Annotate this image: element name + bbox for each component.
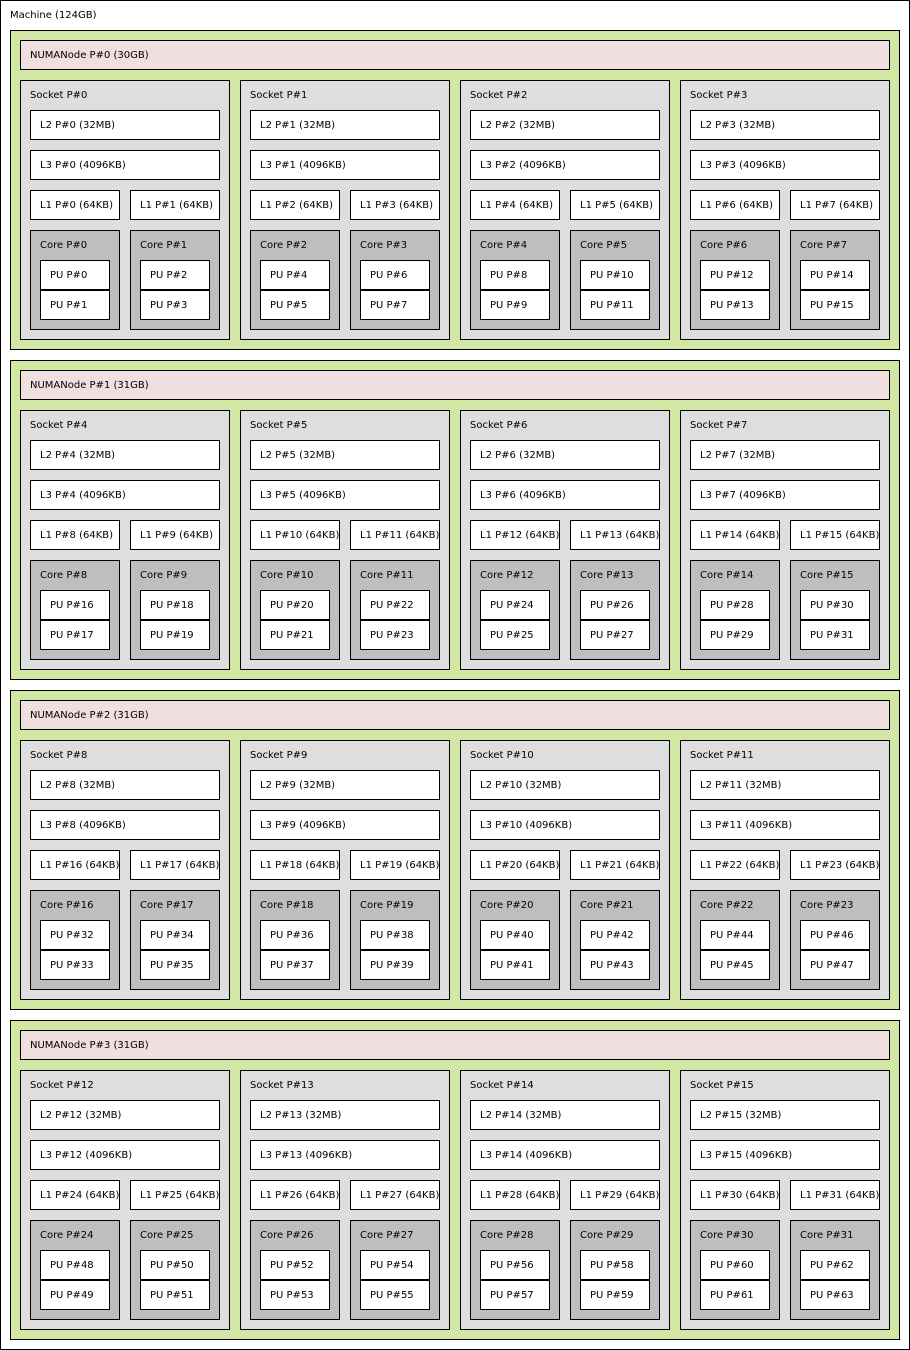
l3-cache-label: L3 P#14 (4096KB) [480,1150,573,1161]
l1-cache-label: L1 P#19 (64KB) [360,860,440,871]
core-label: Core P#9 [140,570,188,581]
socket-label: Socket P#5 [250,420,308,431]
core-label: Core P#19 [360,900,414,911]
pu-label: PU P#9 [490,300,528,311]
l3-cache-label: L3 P#9 (4096KB) [260,820,346,831]
pu-label: PU P#5 [270,300,308,311]
socket-label: Socket P#15 [690,1080,754,1091]
l1-cache-label: L1 P#2 (64KB) [260,200,334,211]
numa-node-header [20,370,890,400]
l1-cache-label: L1 P#6 (64KB) [700,200,774,211]
pu-label: PU P#50 [150,1260,194,1271]
l1-cache-label: L1 P#30 (64KB) [700,1190,780,1201]
pu-label: PU P#60 [710,1260,754,1271]
core-label: Core P#5 [580,240,628,251]
pu-label: PU P#52 [270,1260,314,1271]
pu-label: PU P#36 [270,930,314,941]
core-label: Core P#4 [480,240,528,251]
pu-label: PU P#58 [590,1260,634,1271]
socket-label: Socket P#9 [250,750,308,761]
pu-label: PU P#44 [710,930,754,941]
l1-cache-label: L1 P#15 (64KB) [800,530,880,541]
l1-cache-label: L1 P#26 (64KB) [260,1190,340,1201]
core-label: Core P#17 [140,900,194,911]
pu-label: PU P#29 [710,630,754,641]
pu-label: PU P#6 [370,270,408,281]
pu-label: PU P#33 [50,960,94,971]
socket-label: Socket P#1 [250,90,308,101]
l1-cache-label: L1 P#0 (64KB) [40,200,114,211]
socket-label: Socket P#11 [690,750,754,761]
pu-label: PU P#49 [50,1290,94,1301]
l2-cache-label: L2 P#4 (32MB) [40,450,116,461]
pu-label: PU P#2 [150,270,188,281]
numa-node-header [20,700,890,730]
core-label: Core P#13 [580,570,634,581]
socket-label: Socket P#0 [30,90,88,101]
core-label: Core P#8 [40,570,88,581]
pu-label: PU P#37 [270,960,314,971]
l2-cache-label: L2 P#12 (32MB) [40,1110,122,1121]
socket-label: Socket P#14 [470,1080,534,1091]
core-label: Core P#18 [260,900,314,911]
pu-label: PU P#53 [270,1290,314,1301]
core-label: Core P#28 [480,1230,534,1241]
pu-label: PU P#13 [710,300,754,311]
pu-label: PU P#20 [270,600,314,611]
machine-box-label: Machine (124GB) [10,10,97,21]
socket-label: Socket P#13 [250,1080,314,1091]
l1-cache-label: L1 P#22 (64KB) [700,860,780,871]
l3-cache-label: L3 P#3 (4096KB) [700,160,786,171]
pu-label: PU P#18 [150,600,194,611]
pu-label: PU P#23 [370,630,414,641]
pu-label: PU P#46 [810,930,854,941]
l3-cache-label: L3 P#12 (4096KB) [40,1150,133,1161]
numa-node-header-label: NUMANode P#2 (31GB) [30,710,149,721]
numa-node-header-label: NUMANode P#1 (31GB) [30,380,149,391]
pu-label: PU P#57 [490,1290,534,1301]
pu-label: PU P#35 [150,960,194,971]
l3-cache-label: L3 P#15 (4096KB) [700,1150,793,1161]
pu-label: PU P#54 [370,1260,414,1271]
core-label: Core P#2 [260,240,308,251]
l1-cache-label: L1 P#29 (64KB) [580,1190,660,1201]
l3-cache-label: L3 P#10 (4096KB) [480,820,573,831]
l2-cache-label: L2 P#2 (32MB) [480,120,556,131]
pu-label: PU P#1 [50,300,88,311]
pu-label: PU P#56 [490,1260,534,1271]
core-label: Core P#30 [700,1230,754,1241]
pu-label: PU P#22 [370,600,414,611]
l1-cache-label: L1 P#31 (64KB) [800,1190,880,1201]
pu-label: PU P#12 [710,270,754,281]
pu-label: PU P#59 [590,1290,634,1301]
socket-label: Socket P#3 [690,90,748,101]
pu-label: PU P#30 [810,600,854,611]
l1-cache-label: L1 P#27 (64KB) [360,1190,440,1201]
core-label: Core P#31 [800,1230,854,1241]
l1-cache-label: L1 P#5 (64KB) [580,200,654,211]
pu-label: PU P#39 [370,960,414,971]
l3-cache-label: L3 P#5 (4096KB) [260,490,346,501]
core-label: Core P#6 [700,240,748,251]
socket-label: Socket P#8 [30,750,88,761]
core-label: Core P#3 [360,240,408,251]
pu-label: PU P#51 [150,1290,194,1301]
l2-cache-label: L2 P#5 (32MB) [260,450,336,461]
socket-label: Socket P#12 [30,1080,94,1091]
l2-cache-label: L2 P#3 (32MB) [700,120,776,131]
l2-cache-label: L2 P#6 (32MB) [480,450,556,461]
pu-label: PU P#61 [710,1290,754,1301]
socket-label: Socket P#7 [690,420,748,431]
pu-label: PU P#3 [150,300,188,311]
core-label: Core P#16 [40,900,94,911]
core-label: Core P#0 [40,240,88,251]
pu-label: PU P#4 [270,270,308,281]
l3-cache-label: L3 P#7 (4096KB) [700,490,786,501]
l1-cache-label: L1 P#3 (64KB) [360,200,434,211]
pu-label: PU P#43 [590,960,634,971]
pu-label: PU P#11 [590,300,634,311]
l3-cache-label: L3 P#1 (4096KB) [260,160,346,171]
l1-cache-label: L1 P#9 (64KB) [140,530,214,541]
pu-label: PU P#38 [370,930,414,941]
l2-cache-label: L2 P#14 (32MB) [480,1110,562,1121]
l2-cache-label: L2 P#8 (32MB) [40,780,116,791]
l2-cache-label: L2 P#13 (32MB) [260,1110,342,1121]
l1-cache-label: L1 P#20 (64KB) [480,860,560,871]
pu-label: PU P#0 [50,270,88,281]
l2-cache-label: L2 P#0 (32MB) [40,120,116,131]
pu-label: PU P#62 [810,1260,854,1271]
pu-label: PU P#17 [50,630,94,641]
l1-cache-label: L1 P#17 (64KB) [140,860,220,871]
socket-label: Socket P#6 [470,420,528,431]
l3-cache-label: L3 P#13 (4096KB) [260,1150,353,1161]
pu-label: PU P#24 [490,600,534,611]
pu-label: PU P#25 [490,630,534,641]
l2-cache-label: L2 P#1 (32MB) [260,120,336,131]
core-label: Core P#12 [480,570,534,581]
l1-cache-label: L1 P#4 (64KB) [480,200,554,211]
l3-cache-label: L3 P#6 (4096KB) [480,490,566,501]
core-label: Core P#24 [40,1230,94,1241]
pu-label: PU P#48 [50,1260,94,1271]
l1-cache-label: L1 P#14 (64KB) [700,530,780,541]
l2-cache-label: L2 P#7 (32MB) [700,450,776,461]
pu-label: PU P#7 [370,300,408,311]
pu-label: PU P#16 [50,600,94,611]
socket-label: Socket P#4 [30,420,88,431]
pu-label: PU P#31 [810,630,854,641]
pu-label: PU P#15 [810,300,854,311]
l3-cache-label: L3 P#4 (4096KB) [40,490,126,501]
l2-cache-label: L2 P#11 (32MB) [700,780,782,791]
l1-cache-label: L1 P#18 (64KB) [260,860,340,871]
l3-cache-label: L3 P#11 (4096KB) [700,820,793,831]
numa-node-header [20,40,890,70]
l1-cache-label: L1 P#7 (64KB) [800,200,874,211]
core-label: Core P#22 [700,900,754,911]
pu-label: PU P#41 [490,960,534,971]
numa-node-header [20,1030,890,1060]
pu-label: PU P#45 [710,960,754,971]
core-label: Core P#15 [800,570,854,581]
pu-label: PU P#55 [370,1290,414,1301]
l1-cache-label: L1 P#12 (64KB) [480,530,560,541]
pu-label: PU P#28 [710,600,754,611]
pu-label: PU P#26 [590,600,634,611]
pu-label: PU P#8 [490,270,528,281]
l1-cache-label: L1 P#1 (64KB) [140,200,214,211]
l3-cache-label: L3 P#2 (4096KB) [480,160,566,171]
socket-label: Socket P#2 [470,90,528,101]
l1-cache-label: L1 P#23 (64KB) [800,860,880,871]
pu-label: PU P#14 [810,270,854,281]
l2-cache-label: L2 P#10 (32MB) [480,780,562,791]
pu-label: PU P#47 [810,960,854,971]
l1-cache-label: L1 P#10 (64KB) [260,530,340,541]
core-label: Core P#26 [260,1230,314,1241]
core-label: Core P#10 [260,570,314,581]
pu-label: PU P#27 [590,630,634,641]
core-label: Core P#11 [360,570,414,581]
pu-label: PU P#42 [590,930,634,941]
pu-label: PU P#32 [50,930,94,941]
l1-cache-label: L1 P#24 (64KB) [40,1190,120,1201]
pu-label: PU P#19 [150,630,194,641]
pu-label: PU P#21 [270,630,314,641]
l1-cache-label: L1 P#25 (64KB) [140,1190,220,1201]
l1-cache-label: L1 P#13 (64KB) [580,530,660,541]
l2-cache-label: L2 P#15 (32MB) [700,1110,782,1121]
core-label: Core P#25 [140,1230,194,1241]
pu-label: PU P#34 [150,930,194,941]
numa-node-header-label: NUMANode P#0 (30GB) [30,50,149,61]
numa-node-header-label: NUMANode P#3 (31GB) [30,1040,149,1051]
core-label: Core P#14 [700,570,754,581]
core-label: Core P#7 [800,240,848,251]
pu-label: PU P#63 [810,1290,854,1301]
core-label: Core P#29 [580,1230,634,1241]
core-label: Core P#20 [480,900,534,911]
l1-cache-label: L1 P#21 (64KB) [580,860,660,871]
l3-cache-label: L3 P#8 (4096KB) [40,820,126,831]
l1-cache-label: L1 P#8 (64KB) [40,530,114,541]
pu-label: PU P#40 [490,930,534,941]
l1-cache-label: L1 P#28 (64KB) [480,1190,560,1201]
socket-label: Socket P#10 [470,750,534,761]
core-label: Core P#27 [360,1230,414,1241]
l1-cache-label: L1 P#16 (64KB) [40,860,120,871]
l3-cache-label: L3 P#0 (4096KB) [40,160,126,171]
core-label: Core P#21 [580,900,634,911]
l2-cache-label: L2 P#9 (32MB) [260,780,336,791]
core-label: Core P#23 [800,900,854,911]
l1-cache-label: L1 P#11 (64KB) [360,530,440,541]
core-label: Core P#1 [140,240,188,251]
pu-label: PU P#10 [590,270,634,281]
